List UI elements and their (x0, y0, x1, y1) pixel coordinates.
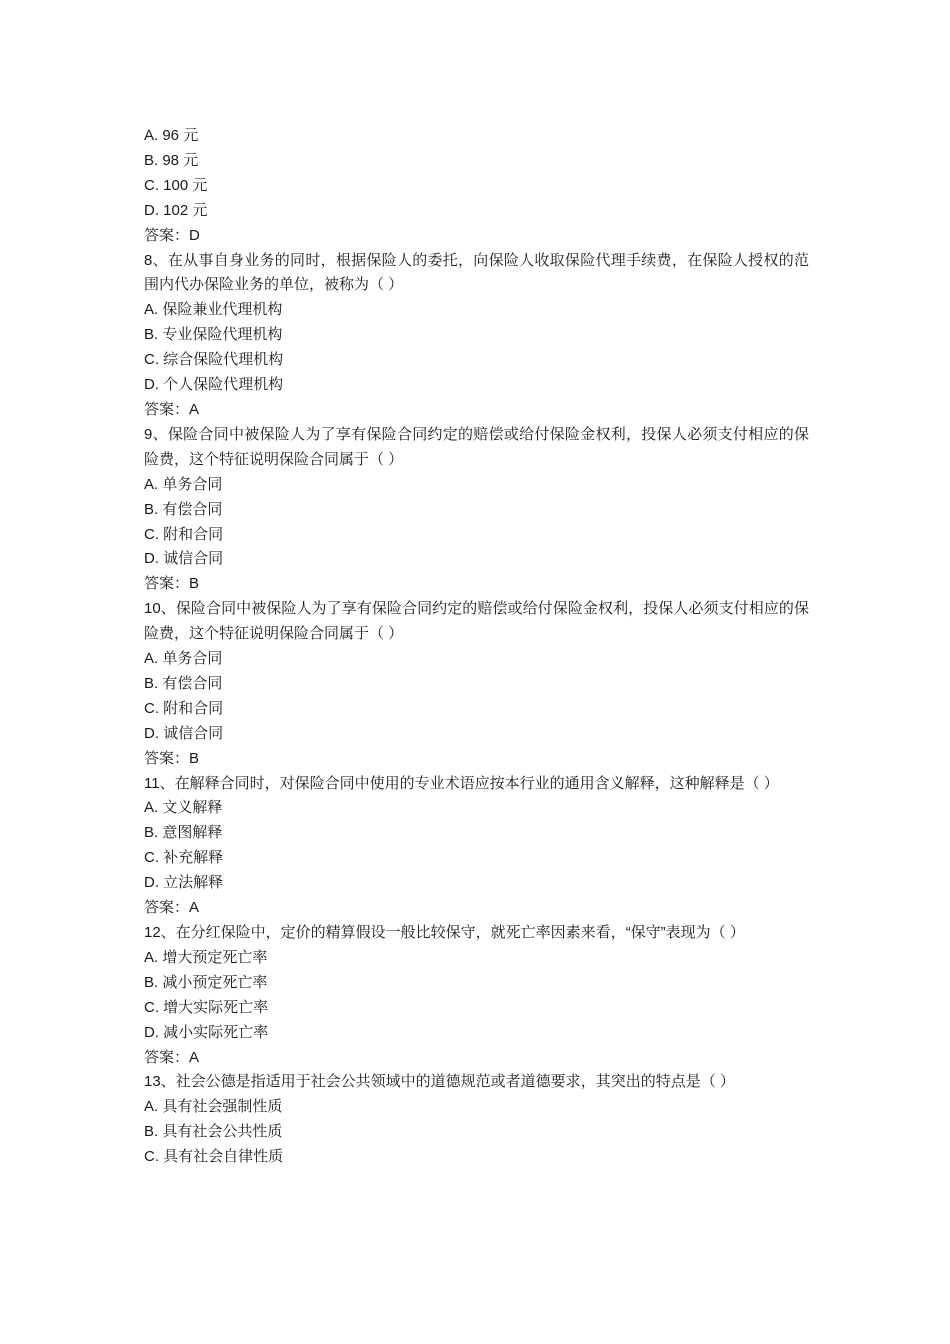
option-b: B. 有偿合同 (144, 500, 223, 518)
option-d: D. 102 元 (144, 201, 208, 219)
option-c: C. 补充解释 (144, 849, 224, 867)
option-b: B. 减小预定死亡率 (144, 973, 268, 991)
question-text: 9、保险合同中被保险人为了享有保险合同约定的赔偿或给付保险金权利，投保人必须支付相应的保险费，这个特征说明保险合同属于（ ） (144, 425, 809, 468)
question-text: 10、保险合同中被保险人为了享有保险合同约定的赔偿或给付保险金权利，投保人必须支付相应的保险费，这个特征说明保险合同属于（ ） (144, 600, 809, 643)
option-c: C. 具有社会自律性质 (144, 1148, 284, 1166)
option-b: B. 意图解释 (144, 824, 223, 842)
option-c: C. 综合保险代理机构 (144, 351, 284, 369)
option-d: D. 立法解释 (144, 874, 224, 892)
option-a: A. 单务合同 (144, 650, 223, 668)
option-c: C. 增大实际死亡率 (144, 998, 269, 1016)
answer-line: 答案：A (144, 1048, 200, 1066)
question-text: 12、在分红保险中，定价的精算假设一般比较保守，就死亡率因素来看，“保守”表现为（ ） (144, 924, 745, 941)
answer-line: 答案：A (144, 899, 200, 917)
option-b: B. 专业保险代理机构 (144, 326, 283, 344)
option-d: D. 减小实际死亡率 (144, 1023, 269, 1041)
option-a: A. 增大预定死亡率 (144, 948, 268, 966)
question-8 (144, 249, 809, 423)
option-a: A. 具有社会强制性质 (144, 1098, 283, 1116)
option-a: A. 96 元 (144, 127, 199, 144)
top-options-block (144, 124, 809, 249)
option-d: D. 诚信合同 (144, 724, 224, 742)
option-d: D. 个人保险代理机构 (144, 376, 284, 394)
option-b: B. 98 元 (144, 151, 199, 169)
question-9 (144, 423, 809, 597)
answer-line: 答案：B (144, 575, 200, 593)
option-d: D. 诚信合同 (144, 550, 224, 568)
option-a: A. 文义解释 (144, 799, 223, 817)
question-text: 11、在解释合同时，对保险合同中使用的专业术语应按本行业的通用含义解释，这种解释是（ ） (144, 774, 779, 792)
answer-line: 答案：B (144, 749, 200, 767)
answer-line: 答案：A (144, 400, 200, 418)
option-c: C. 100 元 (144, 176, 208, 194)
option-c: C. 附和合同 (144, 525, 224, 543)
option-c: C. 附和合同 (144, 699, 224, 717)
document-page (144, 124, 809, 1170)
answer-line: 答案：D (144, 226, 200, 244)
option-a: A. 保险兼业代理机构 (144, 301, 283, 319)
option-a: A. 单务合同 (144, 475, 223, 493)
question-text: 8、在从事自身业务的同时，根据保险人的委托，向保险人收取保险代理手续费，在保险人授权的范围内代办保险业务的单位，被称为（ ） (144, 251, 809, 294)
question-11 (144, 772, 809, 921)
option-b: B. 有偿合同 (144, 674, 223, 692)
question-10 (144, 597, 809, 771)
question-12 (144, 921, 809, 1070)
question-text: 13、社会公德是指适用于社会公共领域中的道德规范或者道德要求，其突出的特点是（ ） (144, 1073, 735, 1091)
question-13 (144, 1070, 809, 1170)
option-b: B. 具有社会公共性质 (144, 1123, 283, 1141)
